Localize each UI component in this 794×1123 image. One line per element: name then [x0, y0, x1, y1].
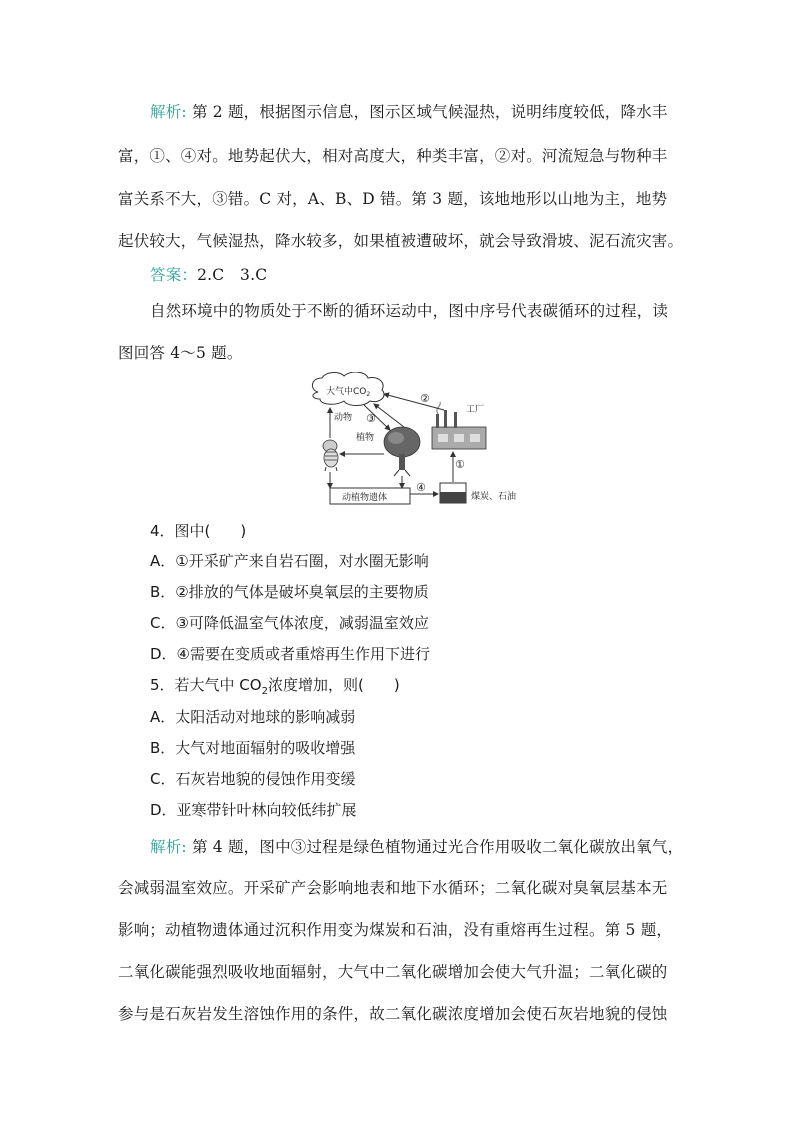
- arrow-factory-to-cloud: [384, 394, 444, 410]
- analysis-2-text: 第 4 题，图中③过程是绿色植物通过光合作用吸收二氧化碳放出氧气，: [186, 838, 684, 856]
- analysis-1-line-1: [150, 100, 668, 122]
- analysis-text: 第 2 题，根据图示信息，图示区域气候湿热，说明纬度较低，降水丰: [186, 103, 668, 121]
- answer-line: [150, 263, 267, 285]
- q5-stem-post: 浓度增加，则( ): [267, 676, 400, 694]
- coal-label: 煤炭、石油: [471, 492, 517, 502]
- label-3: ③: [366, 412, 376, 425]
- analysis-1-line-3: 富关系不大，③错。C 对，A、B、D 错。第 3 题，该地地形以山地为主，地势: [118, 190, 668, 208]
- question-4-option-d: D．④需要在变质或者重熔再生作用下进行: [150, 645, 430, 663]
- analysis-label: 解析:: [150, 103, 187, 121]
- analysis-2-line-2: 会减弱温室效应。开采矿产会影响地表和地下水循环；二氧化碳对臭氧层基本无: [118, 879, 668, 897]
- analysis-2-line-1: [150, 835, 683, 857]
- question-5-option-c: C．石灰岩地貌的侵蚀作用变缓: [150, 770, 356, 788]
- question-5-option-a: A．太阳活动对地球的影响减弱: [150, 708, 356, 726]
- question-5-stem: [150, 674, 400, 697]
- question-5-option-b: B．大气对地面辐射的吸收增强: [150, 739, 356, 757]
- answer-label: 答案：: [150, 266, 198, 284]
- arrow-plant-to-cloud: [374, 404, 404, 427]
- question-5-option-d: D．亚寒带针叶林向较低纬扩展: [150, 801, 357, 819]
- label-2: ②: [420, 392, 430, 405]
- cloud-label: 大气中$CO_2$: [326, 387, 371, 398]
- animal-tiger-icon: [323, 440, 338, 471]
- question-4-option-c: C．③可降低温室气体浓度，减弱温室效应: [150, 614, 429, 632]
- q5-stem-pre: 5．若大气中 CO: [150, 676, 262, 694]
- analysis-1-line-2: 富，①、④对。地势起伏大，相对高度大，种类丰富，②对。河流短急与物种丰: [118, 147, 668, 165]
- intro-line-1: 自然环境中的物质处于不断的循环运动中，图中序号代表碳循环的过程，读: [150, 302, 669, 320]
- question-4-option-b: B．②排放的气体是破坏臭氧层的主要物质: [150, 583, 429, 601]
- question-4-option-a: A．①开采矿产来自岩石圈，对水圈无影响: [150, 552, 429, 570]
- factory-label: 工厂: [466, 405, 485, 415]
- label-1: ①: [455, 458, 465, 471]
- intro-line-2: 图回答 4～5 题。: [118, 344, 243, 362]
- question-4-stem: 4．图中( ): [150, 522, 247, 540]
- analysis-2-line-3: 影响；动植物遗体通过沉积作用变为煤炭和石油，没有重熔再生过程。第 5 题，: [118, 921, 673, 939]
- plant-tree-icon: [384, 427, 420, 476]
- label-4: ④: [416, 481, 426, 494]
- carbon-cycle-diagram: [304, 372, 526, 512]
- remains-label: 动植物遗体: [342, 493, 388, 503]
- q5-stem-sub: 2: [261, 686, 268, 697]
- animal-label: 动物: [334, 413, 353, 423]
- plant-label: 植物: [356, 433, 375, 443]
- analysis-2-line-5: 参与是石灰岩发生溶蚀作用的条件，故二氧化碳浓度增加会使石灰岩地貌的侵蚀: [118, 1005, 668, 1023]
- analysis-label-2: 解析:: [150, 838, 187, 856]
- answer-value: 2.C 3.C: [197, 266, 268, 284]
- analysis-2-line-4: 二氧化碳能强烈吸收地面辐射，大气中二氧化碳增加会使大气升温；二氧化碳的: [118, 963, 668, 981]
- analysis-1-line-4: 起伏较大，气候湿热，降水较多，如果植被遭破坏，就会导致滑坡、泥石流灾害。: [118, 232, 684, 250]
